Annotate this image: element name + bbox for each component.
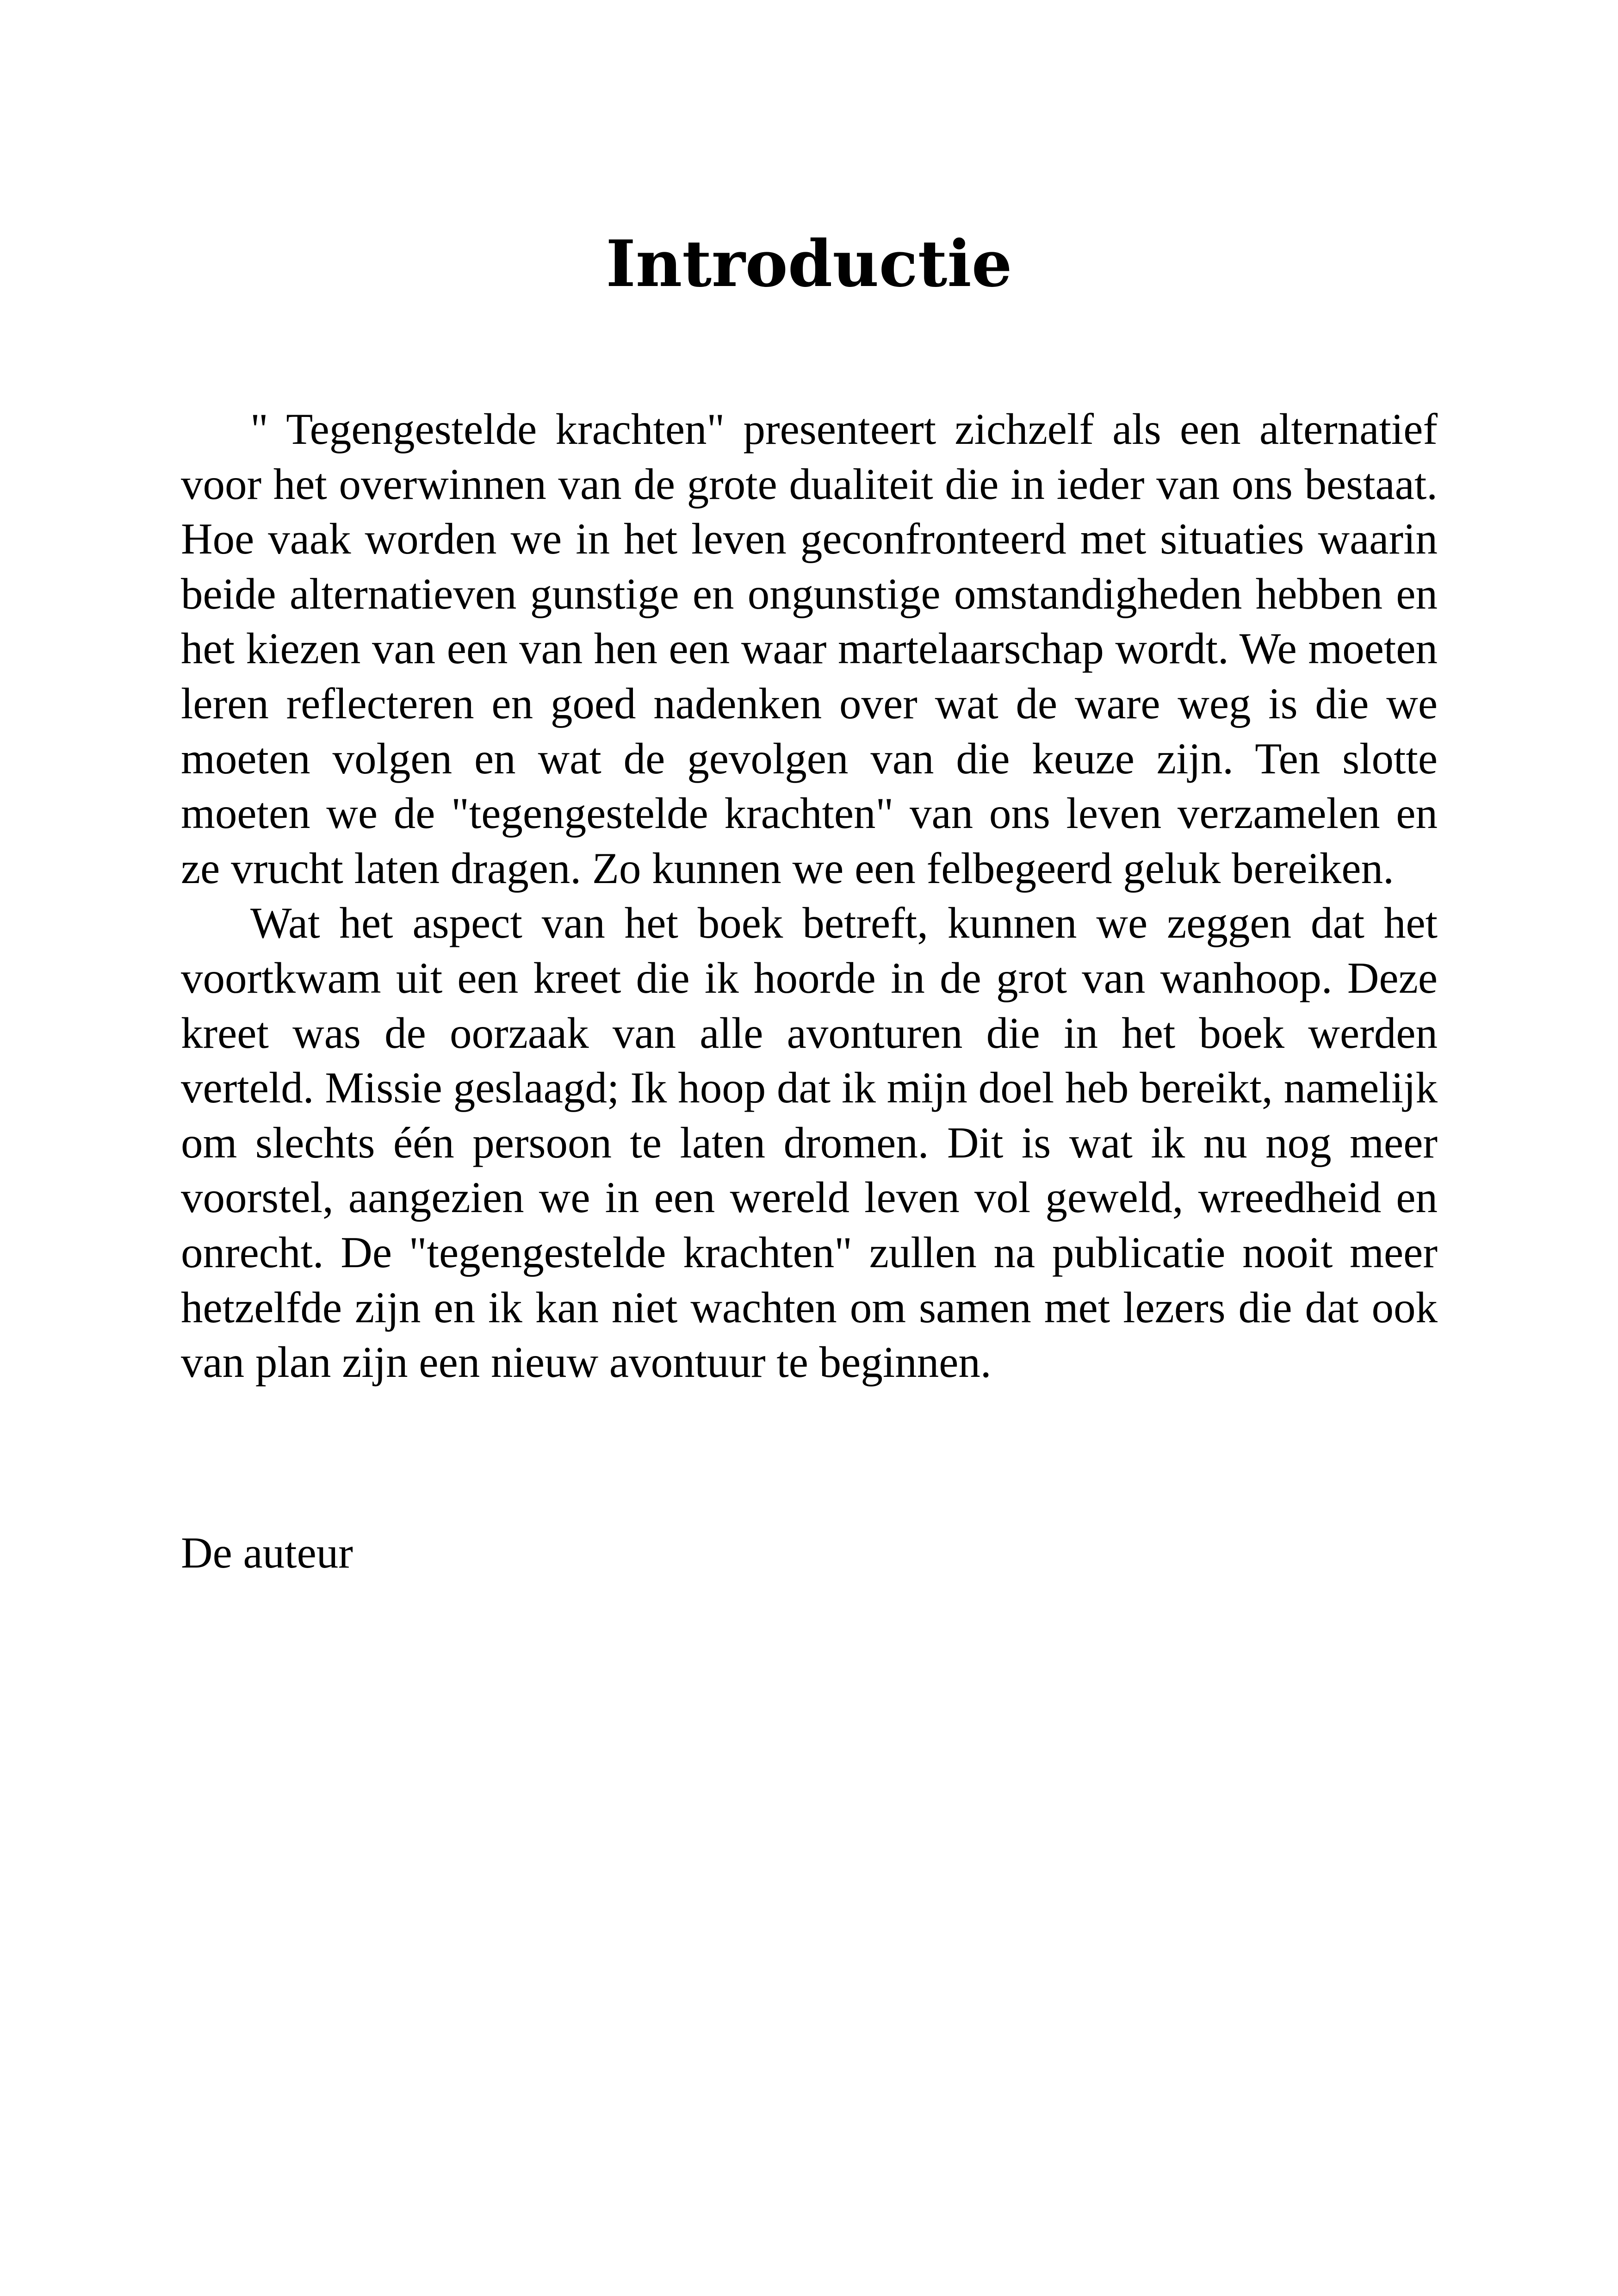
paragraph-1: " Tegengestelde krachten" presenteert zichzelf als een alternatief voor het overwinnen van de grote dualiteit die in ieder van ons bestaat. Hoe vaak worden we in het leven geconfronteerd met situaties waarin beide alternatieven gunstige en ongunstige omstandigheden hebben en het kiezen van een van hen een waar martelaarschap wordt. We moeten leren reflecteren en goed nadenken over wat de ware weg is die we moeten volgen en wat de gevolgen van die keuze zijn. Ten slotte moeten we de "tegengestelde krachten" van ons leven verzamelen en ze vrucht laten dragen. Zo kunnen we een felbegeerd geluk bereiken.: [181, 404, 1438, 893]
page-title: Introductie: [606, 226, 1012, 301]
body-text: [181, 402, 1438, 1390]
author-signature: De auteur: [181, 1528, 353, 1577]
paragraph-2: Wat het aspect van het boek betreft, kunnen we zeggen dat het voortkwam uit een kreet die ik hoorde in de grot van wanhoop. Deze kreet was de oorzaak van alle avonturen die in het boek werden verteld. Missie geslaagd; Ik hoop dat ik mijn doel heb bereikt, namelijk om slechts één persoon te laten dromen. Dit is wat ik nu nog meer voorstel, aangezien we in een wereld leven vol geweld, wreedheid en onrecht. De "tegengestelde krachten" zullen na publicatie nooit meer hetzelfde zijn en ik kan niet wachten om samen met lezers die dat ook van plan zijn een nieuw avontuur te beginnen.: [181, 898, 1438, 1387]
